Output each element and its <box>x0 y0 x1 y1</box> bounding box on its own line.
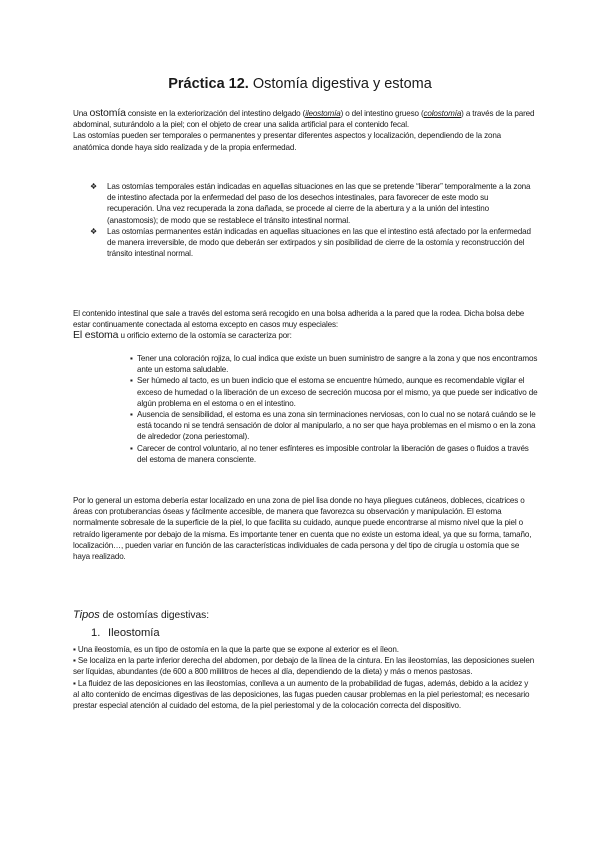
intro-text-d: ) a través de la pared abdominal, suturándolo a la piel; con el objeto de crear una salida artificial para el contenido fecal. <box>73 109 535 130</box>
term-estoma: El estoma <box>73 329 119 342</box>
square-bullet-icon: ▪ <box>130 410 133 420</box>
intro-text-b: consiste en la exteriorización del intestino delgado ( <box>125 109 306 118</box>
term-ostomia: ostomía <box>89 107 126 119</box>
square-bullet-icon: ▪ <box>130 376 133 386</box>
general-paragraph <box>73 495 535 562</box>
bullet-text: Las ostomías permanentes están indicadas en aquellas situaciones en las que el intestino está afectado por la enfermedad de manera irreversible, de modo que deberán ser extirpados y sin posibilidad de cierre de la ostomía y reconstrucción del tránsito intestinal normal. <box>107 226 531 259</box>
ileo-item <box>73 655 535 677</box>
ileo-text: La fluidez de las deposiciones en las ileostomías, conlleva a un aumento de la probabilidad de fugas, además, debido a la acidez y al alto contenido de encimas digestivas de las deposiciones, las fugas pueden causar problemas en la piel periestomal; es necesario prestar especial atención al cuidado del estoma, de la piel periestomal y de la colocación correcta del dispositivo. <box>73 678 530 711</box>
contenido-paragraph <box>73 308 535 342</box>
section-label: Ileostomía <box>108 627 160 639</box>
ileo-text: Se localiza en la parte inferior derecha del abdomen, por debajo de la línea de la cintura. En las ileostomías, las deposiciones suelen ser líquidas, abundantes (de 600 a 800 mililitros de heces al día, dependiendo de la dieta) y más o menos pastosas. <box>73 656 535 677</box>
ostomy-types-list <box>73 181 535 259</box>
estoma-characteristics <box>73 353 541 465</box>
intro-text-c: ) o del intestino grueso <box>340 109 419 118</box>
title-bold: Práctica 12. <box>168 76 249 92</box>
page-title <box>0 76 600 92</box>
section-heading-ileostomia <box>91 627 160 639</box>
characteristic-text: Ser húmedo al tacto, es un buen indicio que el estoma se encuentre húmedo, aunque es recomendable vigilar el exceso de humedad o la liberación de un exceso de secreción mucosa por el mismo, ya que puede ser indicativo de algún problema en el estoma o en el intestino. <box>137 376 538 408</box>
list-item <box>130 409 541 443</box>
list-item <box>73 181 535 226</box>
tipos-italic: Tipos <box>73 609 100 621</box>
characteristic-text: Ausencia de sensibilidad, el estoma es una zona sin terminaciones nerviosas, con lo cual no se notará cuándo se le está tocando ni se tendrá sensación de dolor al manipularlo, a no ser que haya problemas en el mismo o en la zona de alrededor (zona periestomal). <box>137 410 536 442</box>
ileostomia-paragraphs <box>73 644 535 711</box>
list-item <box>130 375 541 409</box>
title-rest: Ostomía digestiva y estoma <box>248 76 432 92</box>
tipos-rest: de ostomías digestivas: <box>99 610 210 621</box>
diamond-bullet-icon: ❖ <box>90 182 98 191</box>
contenido-text: El contenido intestinal que sale a través del estoma será recogido en una bolsa adherida a la pared que la rodea. Dicha bolsa debe estar continuamente conectada al estoma excepto en casos muy especiales: <box>73 309 525 330</box>
characteristic-text: Tener una coloración rojiza, lo cual indica que existe un buen suministro de sangre a la zona y que nos encontramos ante un estoma saludable. <box>137 354 538 375</box>
list-item <box>73 226 535 260</box>
ileo-item <box>73 644 535 655</box>
bullet-text: Las ostomías temporales están indicadas en aquellas situaciones en las que se pretende “liberar” temporalmente a la zona de intestino afectada por la enfermedad del paso de los desechos intestinales, para favorecer de este modo su recuperación. Una vez recuperada la zona dañada, se procede al cierre de la abertura y a la unión del intestino (anastomosis); de modo que se restablece el tránsito intestinal normal. <box>107 182 531 225</box>
intro-paragraph-2: Las ostomías pueden ser temporales o permanentes y presentar diferentes aspectos y localización, dependiendo de la zona anatómica donde haya sido realizada y de la propia enfermedad. <box>73 131 502 152</box>
estoma-line <box>73 330 535 341</box>
ileo-item <box>73 678 535 712</box>
intro-paragraph: Una ostomía consiste en la exteriorización del intestino delgado (ileostomía) o del intestino grueso (colostomía) a través de la pared abdominal, suturándolo a la piel; con el objeto de crear una salida artificial para el contenido fecal. Las ostomías pueden ser temporales o permanentes y presentar diferentes aspectos y localización, dependiendo de la zona anatómica donde haya sido realizada y de la propia enfermedad. <box>73 107 535 152</box>
list-item <box>130 353 541 375</box>
square-bullet-icon: ▪ <box>73 645 76 654</box>
ileo-text: Una ileostomía, es un tipo de ostomía en la que la parte que se expone al exterior es el íleon. <box>77 645 399 654</box>
term-ileostomia: ileostomía <box>305 109 341 118</box>
general-text: Por lo general un estoma debería estar localizado en una zona de piel lisa donde no haya pliegues cutáneos, dobleces, cicatrices o áreas con protuberancias óseas y fácilmente accesible, de manera que favorezca su observación y manipulación. El estoma normalmente sobresale de la superficie de la piel, lo que facilita su cuidado, aunque puede encontrarse al mismo nivel que la piel o retraído ligeramente por debajo de la misma. Es importante tener en cuenta que no existe un estoma ideal, ya que su forma, tamaño, localización…, pueden variar en función de las características individuales de cada persona y del tipo de cirugía u ostomía que se haya realizado. <box>73 496 532 562</box>
intro-text-a: Una <box>73 109 90 118</box>
square-bullet-icon: ▪ <box>130 354 133 363</box>
list-item <box>130 443 541 465</box>
diamond-bullet-icon: ❖ <box>90 226 98 236</box>
square-bullet-icon: ▪ <box>73 656 76 666</box>
term-colostomia: colostomía <box>423 109 462 118</box>
square-bullet-icon: ▪ <box>130 443 133 453</box>
estoma-rest: u orificio externo de la ostomía se caracteriza por: <box>118 331 292 341</box>
section-number: 1. <box>91 627 101 639</box>
characteristic-text: Carecer de control voluntario, al no tener esfínteres es imposible controlar la liberación de gases o fluidos a través del estoma de manera consciente. <box>137 443 529 464</box>
tipos-heading <box>73 609 209 621</box>
square-bullet-icon: ▪ <box>73 678 76 688</box>
